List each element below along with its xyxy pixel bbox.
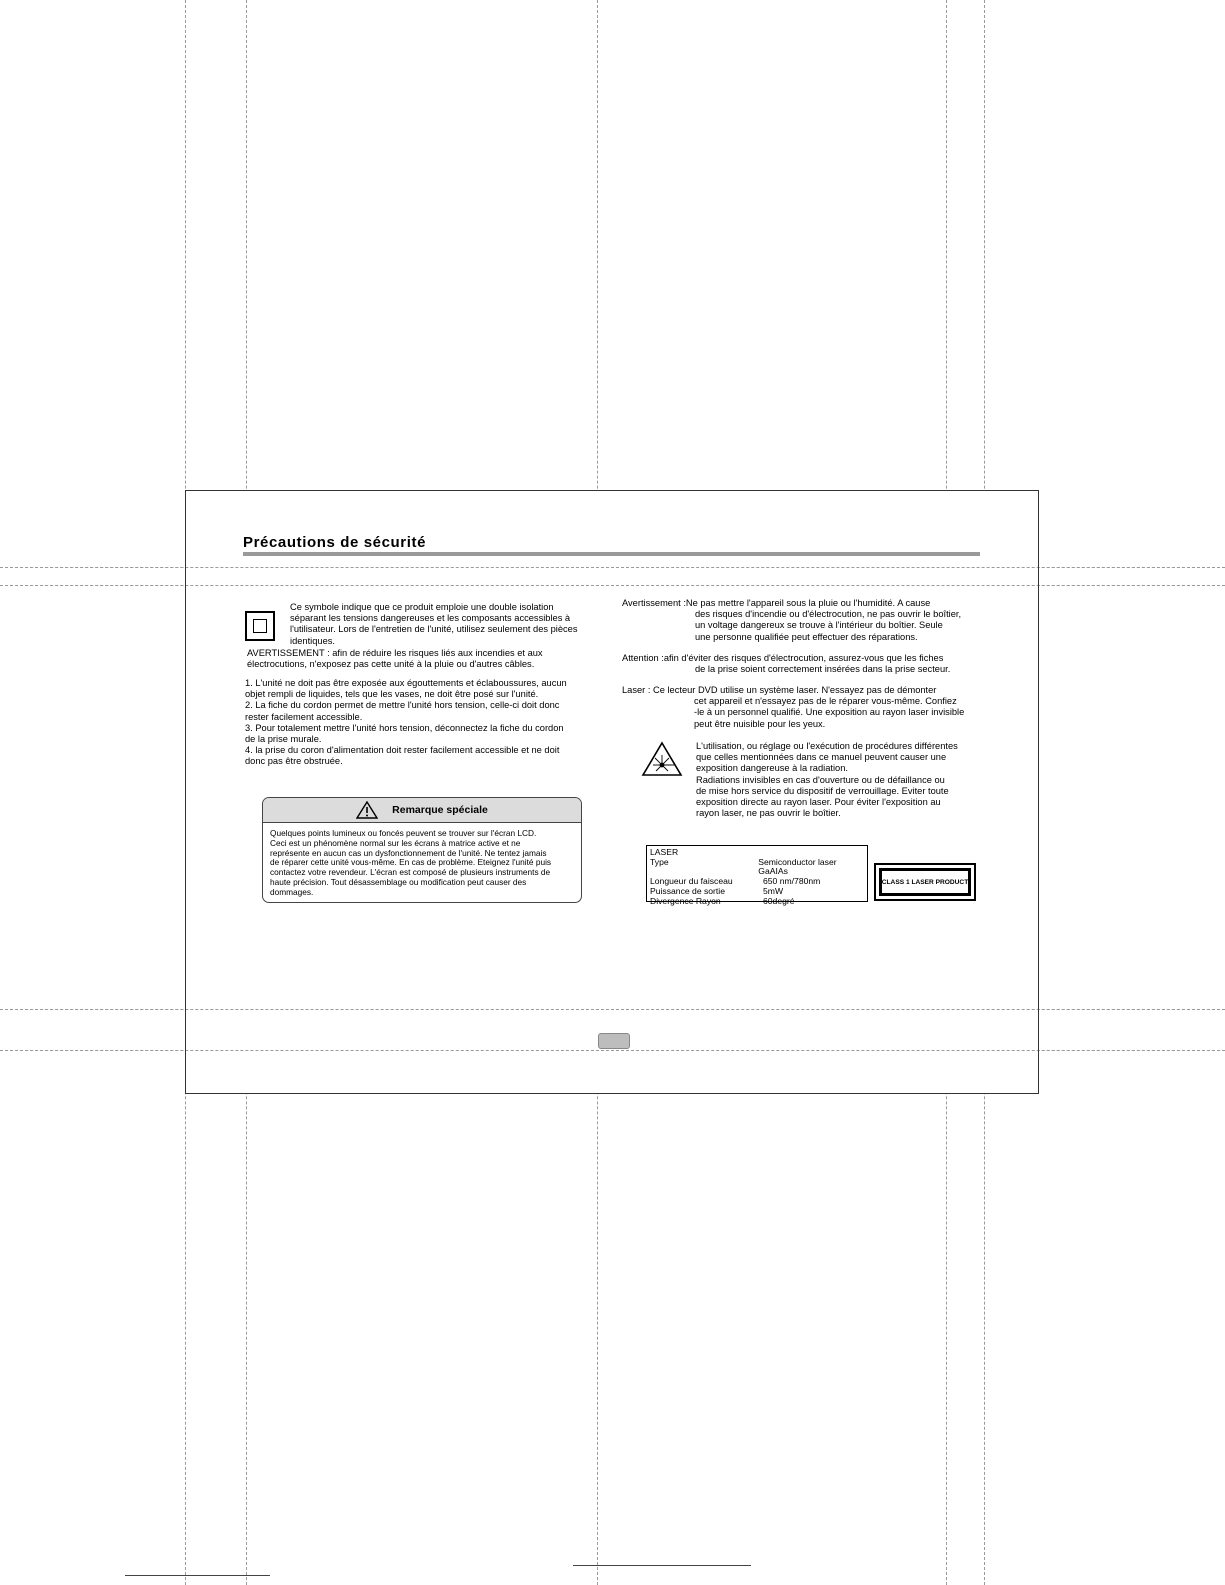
- list-item: 4. la prise du coron d'alimentation doit rester facilement accessible et ne doit: [245, 745, 560, 756]
- attention-text: Attention :afin d'éviter des risques d'électrocution, assurez-vous que les fiches de la prise soient correctement insérées dans la prise secteur.: [622, 653, 951, 675]
- list-item: objet rempli de liquides, tels que les vases, ne doit être posé sur l'unité.: [245, 689, 539, 700]
- table-row: Divergence Rayon 60degré: [650, 895, 795, 906]
- safety-list: [245, 678, 567, 768]
- page-title: Précautions de sécurité: [243, 534, 427, 551]
- special-note-box: [262, 797, 582, 903]
- class-1-laser-label: CLASS 1 LASER PRODUCT: [874, 863, 976, 901]
- table-row: Longueur du faisceau 650 nm/780nm: [650, 876, 821, 887]
- page-number-tab: [598, 1033, 630, 1049]
- table-row: Type Semiconductor laser GaAIAs: [650, 856, 837, 877]
- link-underline: [125, 1575, 270, 1576]
- avertissement-text: Avertissement :Ne pas mettre l'appareil sous la pluie ou l'humidité. A cause des risques d'incendie ou d'électrocution, ne pas ouvrir le boîtier, un voltage dangereux se trouve à l'intérieur du boîtier. Seule une personne qualifiée peut effectuer des réparations.: [622, 598, 962, 642]
- special-note-header: [263, 798, 581, 823]
- symbol-description: Ce symbole indique que ce produit emploie une double isolation séparant les tensions dangereuses et les composants accessibles à l'utilisateur. Lors de l'entretien de l'unité, utilisez seulement des pièces identiques.: [290, 602, 578, 646]
- list-item: donc pas être obstruée.: [245, 756, 343, 767]
- list-item: de la prise murale.: [245, 734, 322, 745]
- laser-spec-table: [646, 845, 868, 906]
- table-row: Puissance de sortie 5mW: [650, 885, 784, 896]
- list-item: 1. L'unité ne doit pas être exposée aux égouttements et éclaboussures, aucun: [245, 678, 567, 688]
- laser-warning-text: L'utilisation, ou réglage ou l'exécution de procédures différentes que celles mentionnées dans ce manuel peuvent causer une exposition dangereuse à la radiation. Radiations invisibles en cas d'ouverture ou de défaillance ou de mise hors service du dispositif de verrouillage. Eviter toute exposition directe au rayon laser. Pour éviter l'exposition au rayon laser, ne pas ouvrir le boîtier.: [696, 741, 958, 819]
- special-note-title: Remarque spéciale: [392, 804, 488, 816]
- title-underline: [243, 552, 980, 556]
- warning-triangle-icon: [356, 801, 378, 819]
- list-item: 2. La fiche du cordon permet de mettre l'unité hors tension, celle-ci doit donc: [245, 700, 560, 711]
- list-item: 3. Pour totalement mettre l'unité hors tension, déconnectez la fiche du cordon: [245, 722, 564, 733]
- link-underline: [573, 1565, 751, 1566]
- special-note-body: Quelques points lumineux ou foncés peuvent se trouver sur l'écran LCD. Ceci est un phénomène normal sur les écrans à matrice active et ne représente en aucun cas un dysfonctionnement de l'unité. Ne tentez jamais de réparer cette unité vous-même. En cas de problème. Eteignez l'unité puis contactez votre revendeur. L'écran est composé de plusieurs instruments de haute précision. Tout désassemblage ou modification peut causer des dommages.: [270, 828, 552, 897]
- laser-text: Laser : Ce lecteur DVD utilise un système laser. N'essayez pas de démonter cet appareil et n'essayez pas de le réparer vous-même. Confiez -le à un personnel qualifié. Une exposition au rayon laser invisible peut être nuisible pour les yeux.: [622, 685, 965, 729]
- double-insulation-icon: [245, 611, 275, 641]
- list-item: rester facilement accessible.: [245, 711, 363, 722]
- laser-spec-heading: LASER: [650, 847, 679, 857]
- laser-hazard-icon: [641, 741, 683, 777]
- warning-text: AVERTISSEMENT : afin de réduire les risques liés aux incendies et aux électrocutions, n'exposez pas cette unité à la pluie ou d'autres câbles.: [247, 648, 543, 670]
